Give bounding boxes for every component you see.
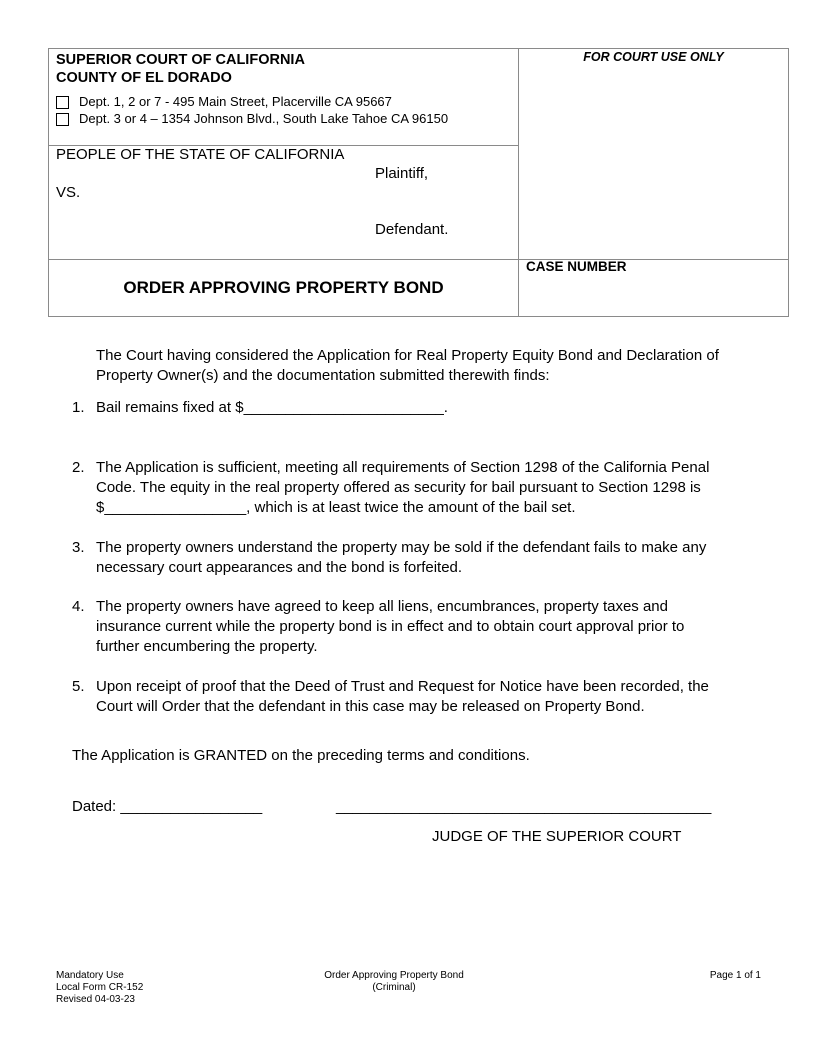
dated-field[interactable]: Dated: _________________	[72, 798, 263, 815]
footer-subtitle-line: (Criminal)	[372, 982, 416, 993]
form-title: ORDER APPROVING PROPERTY BOND	[123, 278, 444, 297]
dept-placerville-checkbox[interactable]	[56, 96, 69, 109]
item-line: necessary court appearances and the bond is forfeited.	[96, 559, 463, 576]
court-use-only-label: FOR COURT USE ONLY	[583, 50, 724, 64]
item-line: Bail remains fixed at $________________________.	[96, 399, 448, 416]
item-1-text	[96, 398, 448, 418]
court-name-line2: COUNTY OF EL DORADO	[56, 70, 232, 86]
granted-statement: The Application is GRANTED on the preceding terms and conditions.	[72, 747, 530, 764]
vs-label: VS.	[56, 184, 81, 201]
caption-vertical-divider	[518, 49, 519, 316]
intro-line: Property Owner(s) and the documentation submitted therewith finds:	[96, 367, 550, 384]
caption-title-divider	[49, 259, 788, 260]
defendant-label: Defendant.	[375, 221, 449, 238]
page-number: Page 1 of 1	[709, 970, 761, 981]
footer-revised-date: Revised 04-03-23	[56, 994, 135, 1005]
judge-title: JUDGE OF THE SUPERIOR COURT	[432, 828, 682, 845]
item-3-number: 3.	[72, 539, 85, 556]
caption-box	[48, 48, 789, 317]
item-2-text	[96, 458, 709, 518]
item-line: The Application is sufficient, meeting all requirements of Section 1298 of the California Penal	[96, 459, 710, 476]
item-line: insurance current while the property bond is in effect and to obtain court approval prior to	[96, 618, 685, 635]
item-line: The property owners understand the property may be sold if the defendant fails to make any	[96, 539, 707, 556]
item-line: further encumbering the property.	[96, 638, 318, 655]
dept-south-lake-tahoe-checkbox[interactable]	[56, 113, 69, 126]
people-label: PEOPLE OF THE STATE OF CALIFORNIA	[56, 146, 345, 163]
item-line: Court will Order that the defendant in this case may be released on Property Bond.	[96, 698, 645, 715]
item-2-number: 2.	[72, 459, 85, 476]
item-line: $_________________, which is at least twice the amount of the bail set.	[96, 499, 576, 516]
item-4-number: 4.	[72, 598, 85, 615]
court-name	[56, 51, 305, 87]
intro-paragraph	[96, 346, 719, 386]
item-5-text	[96, 677, 709, 717]
item-line: Upon receipt of proof that the Deed of Trust and Request for Notice have been recorded, the	[96, 678, 709, 695]
item-4-text	[96, 597, 684, 657]
footer-title-line: Order Approving Property Bond	[324, 970, 464, 981]
item-1-number: 1.	[72, 399, 85, 416]
item-line: The property owners have agreed to keep all liens, encumbrances, property taxes and	[96, 598, 668, 615]
footer-mandatory-use: Mandatory Use	[56, 970, 124, 981]
court-name-line1: SUPERIOR COURT OF CALIFORNIA	[56, 52, 305, 68]
dept-option-placerville[interactable]	[56, 94, 392, 110]
dept-south-lake-tahoe-label: Dept. 3 or 4 – 1354 Johnson Blvd., South Lake Tahoe CA 96150	[79, 111, 449, 126]
dept-placerville-label: Dept. 1, 2 or 7 - 495 Main Street, Placerville CA 95667	[79, 94, 392, 109]
item-3-text	[96, 538, 706, 578]
case-number-label: CASE NUMBER	[526, 259, 627, 274]
dept-option-south-lake-tahoe[interactable]	[56, 111, 448, 127]
footer-form-info	[56, 970, 143, 1006]
footer-form-number: Local Form CR-152	[56, 982, 144, 993]
plaintiff-label: Plaintiff,	[375, 165, 429, 182]
item-5-number: 5.	[72, 678, 85, 695]
footer-form-title	[294, 970, 494, 994]
intro-line: The Court having considered the Application for Real Property Equity Bond and Declaration of	[96, 347, 719, 364]
item-line: Code. The equity in the real property offered as security for bail pursuant to Section 1298 is	[96, 479, 701, 496]
judge-signature-line[interactable]: _____________________________________________	[336, 798, 712, 815]
